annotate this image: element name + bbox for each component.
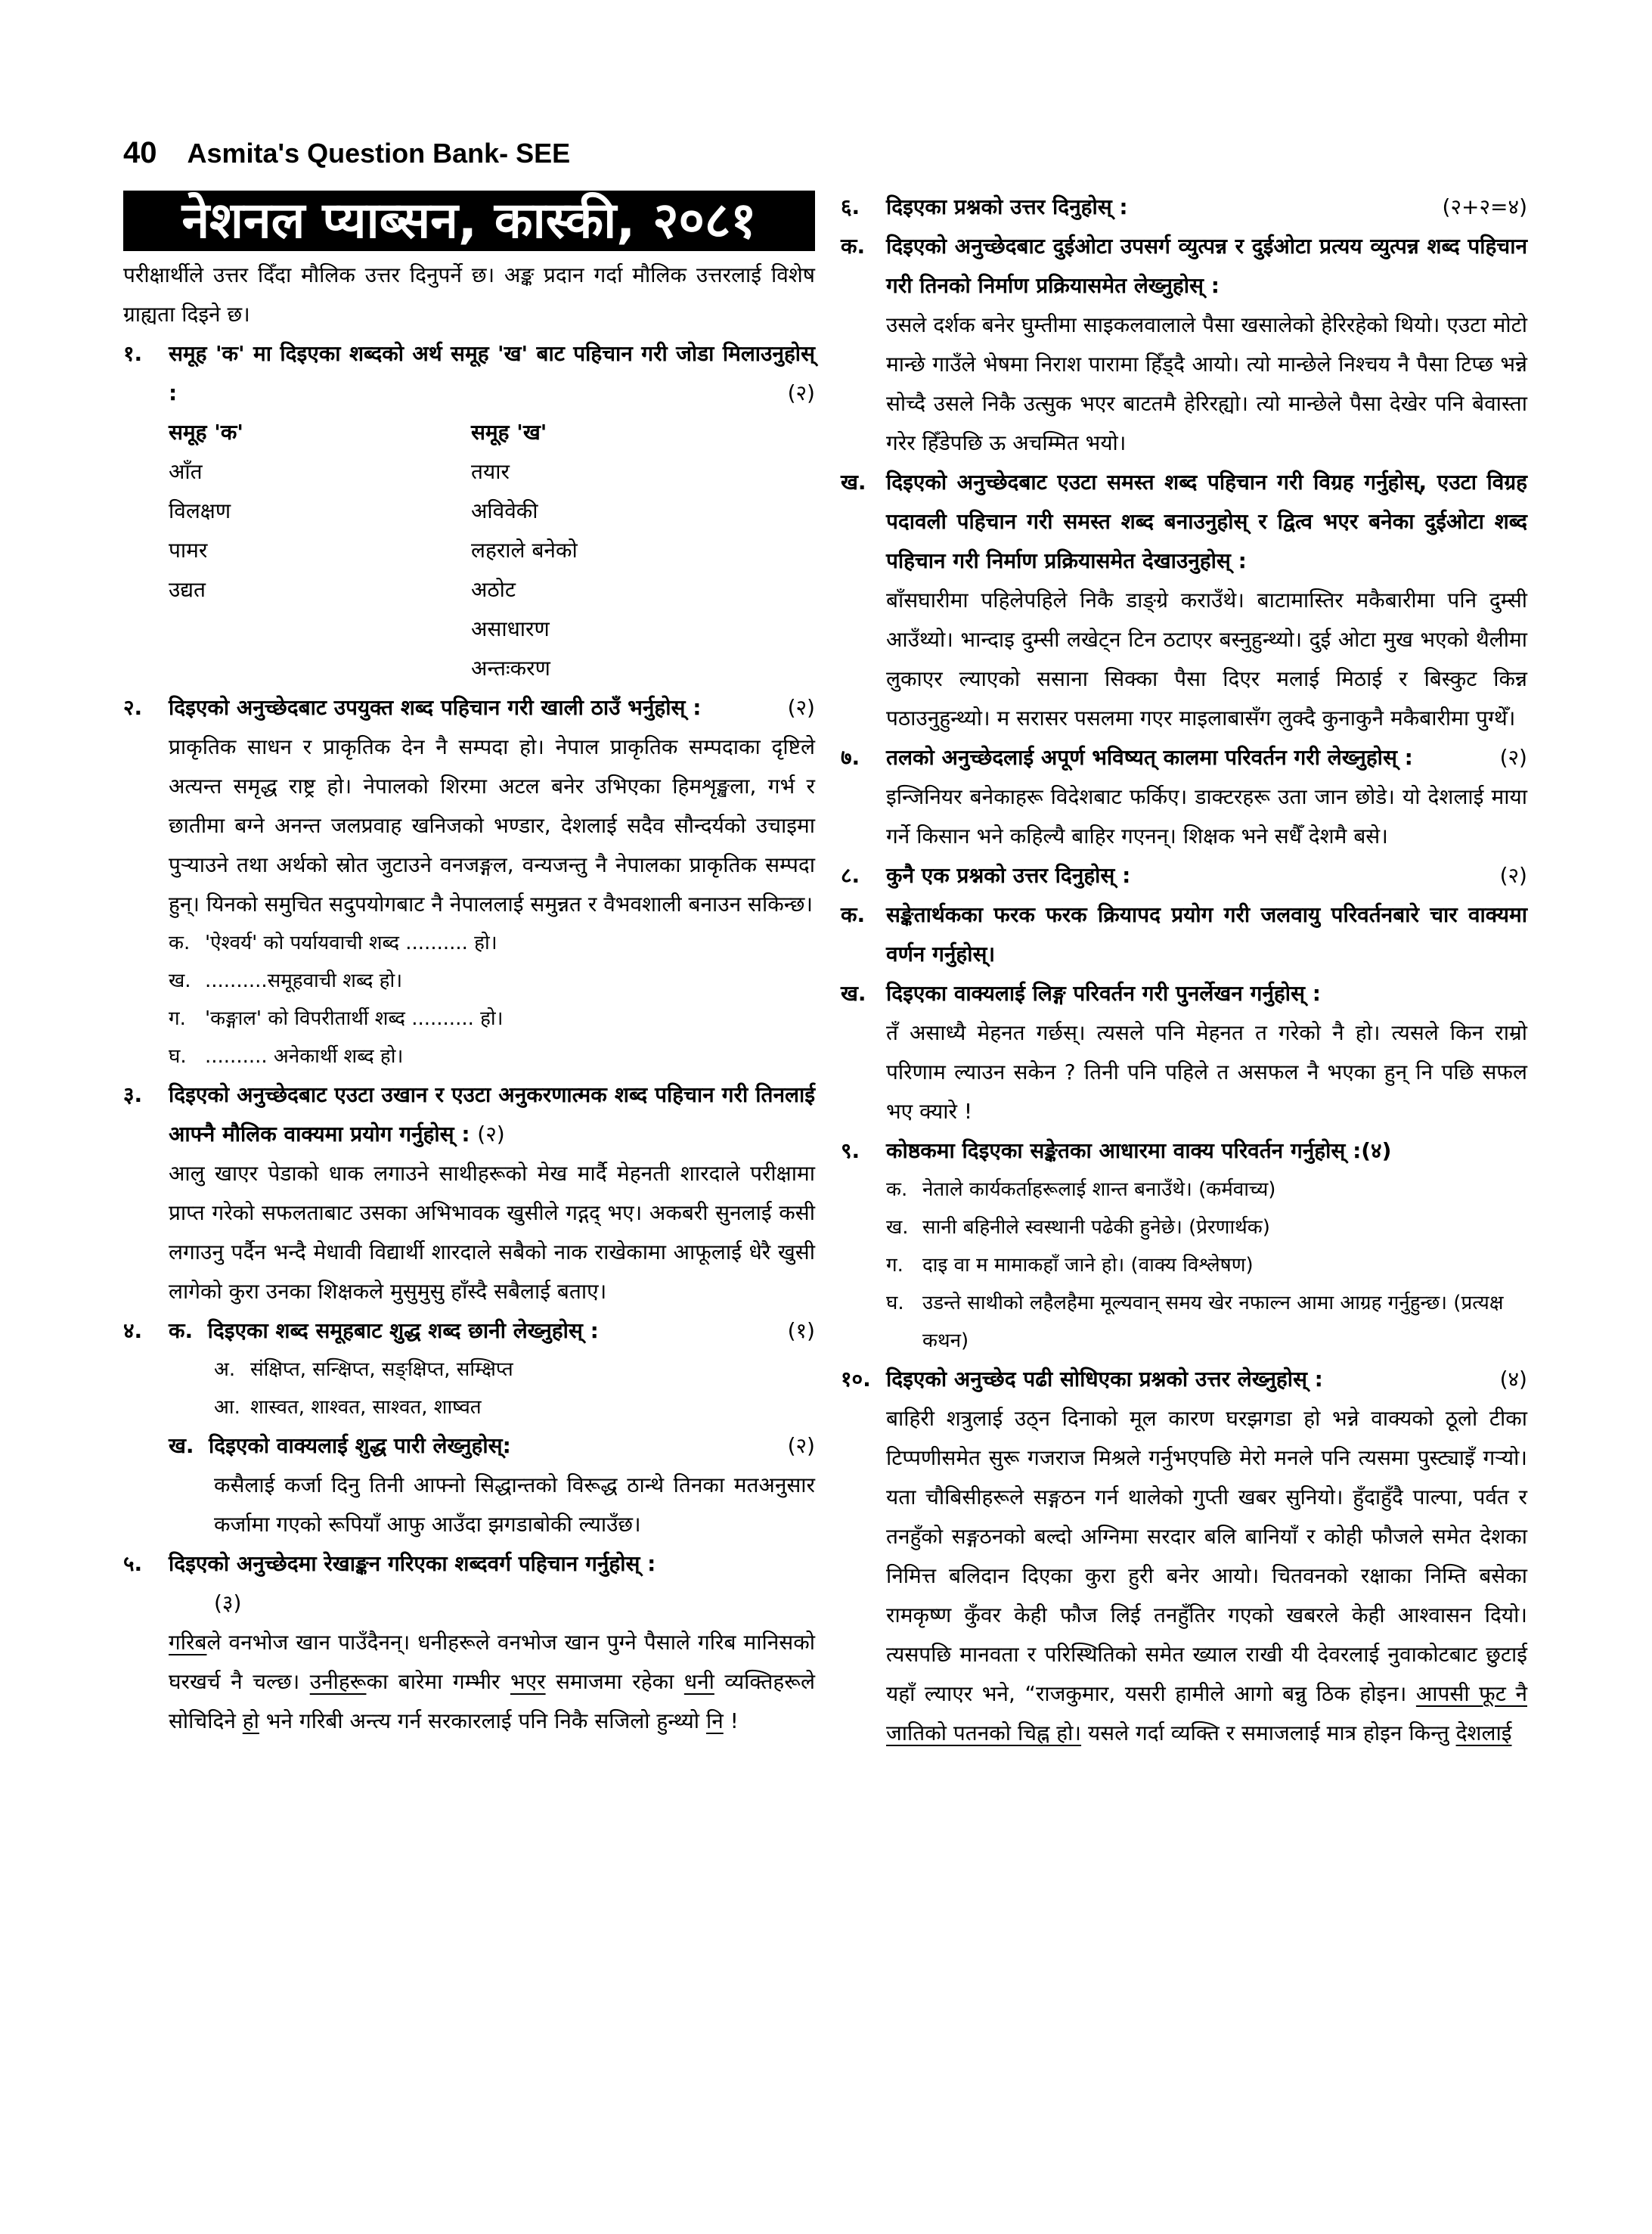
sub-item-text: नेताले कार्यकर्ताहरूलाई शान्त बनाउँथे। (कर्मवाच्य) bbox=[922, 1178, 1276, 1201]
question-text: कोष्ठकमा दिइएका सङ्केतका आधारमा वाक्य परिवर्तन गर्नुहोस् :(४) bbox=[886, 1138, 1392, 1163]
sub-item-label: ग. bbox=[169, 1007, 186, 1030]
question-9 bbox=[841, 1131, 1527, 1171]
group-b-item: अठोट bbox=[471, 577, 516, 602]
group-a-item bbox=[169, 610, 471, 649]
passage: प्राकृतिक साधन र प्राकृतिक देन नै सम्पदा हो। नेपाल प्राकृतिक सम्पदाका दृष्टिले अत्यन्त समृद्ध राष्ट्र हो। नेपालको शिरमा अटल बनेर उभिएका हिमशृङ्खला, गर्भ र छातीमा बग्ने अनन्त जलप्रवाह खनिजको भण्डार, देशलाई सदैव सौन्दर्यको उचाइमा पुऱ्याउने तथा अर्थको स्रोत जुटाउने वनजङ्गल, वन्यजन्तु नै नेपालका प्राकृतिक सम्पदा हुन्। यिनको समुचित सदुपयोगबाट नै नेपाललाई समुन्नत र वैभवशाली बनाउन सकिन्छ। bbox=[169, 734, 815, 917]
sub-item bbox=[886, 1171, 1527, 1209]
passage-text: का बारेमा गम्भीर bbox=[366, 1669, 510, 1694]
group-b-item: तयार bbox=[471, 459, 510, 484]
sub-item-label: क. bbox=[169, 932, 191, 954]
passage-text: यसले गर्दा व्यक्ति र समाजलाई मात्र होइन किन्तु bbox=[1081, 1720, 1456, 1745]
question-marks: (४) bbox=[1499, 1367, 1527, 1392]
sub-label: ख. bbox=[841, 470, 866, 495]
question-text: दिइएको अनुच्छेदबाट दुईओटा उपसर्ग व्युत्पन्न र दुईओटा प्रत्यय व्युत्पन्न शब्द पहिचान गरी तिनको निर्माण प्रक्रियासमेत लेख्नुहोस् : bbox=[886, 234, 1527, 298]
question-text: दिइएका वाक्यलाई लिङ्ग परिवर्तन गरी पुनर्लेखन गर्नुहोस् : bbox=[886, 981, 1321, 1006]
question-7 bbox=[841, 738, 1527, 777]
sub-item-text: सानी बहिनीले स्वस्थानी पढेकी हुनेछे। (प्रेरणार्थक) bbox=[922, 1216, 1270, 1239]
question-number: २. bbox=[123, 695, 143, 720]
question-text: तलको अनुच्छेदलाई अपूर्ण भविष्यत् कालमा परिवर्तन गरी लेख्नुहोस् : bbox=[886, 745, 1413, 770]
underlined-word: गरिब bbox=[169, 1630, 207, 1655]
sub-item-label: ख. bbox=[886, 1216, 909, 1239]
sub-item-text: 'कङ्गाल' को विपरीतार्थी शब्द .......... हो। bbox=[205, 1007, 504, 1030]
matching-table bbox=[123, 413, 815, 688]
question-marks: (२) bbox=[1499, 745, 1527, 770]
passage-text: भने गरिबी अन्त्य गर्न सरकारलाई पनि निकै सजिलो हुन्थ्यो bbox=[259, 1708, 706, 1733]
sub-item bbox=[886, 1284, 1527, 1360]
passage bbox=[841, 1399, 1527, 1753]
underlined-word: भएर bbox=[510, 1669, 546, 1694]
passage: कसैलाई कर्जा दिनु तिनी आफ्नो सिद्धान्तको विरूद्ध ठान्थे तिनका मतअनुसार कर्जामा गएको रूपियाँ आफु आउँदा झगडाबोकी ल्याउँछ। bbox=[214, 1472, 815, 1537]
question-text: दिइएको अनुच्छेद पढी सोधिएका प्रश्नको उत्तर लेख्नुहोस् : bbox=[886, 1367, 1323, 1392]
sub-item-text: संक्षिप्त, सन्क्षिप्त, सङ्क्षिप्त, सम्क्षिप्त bbox=[250, 1358, 513, 1381]
question-text: दिइएका प्रश्नको उत्तर दिनुहोस् : bbox=[886, 194, 1128, 219]
question-number: ७. bbox=[841, 745, 860, 770]
question-text: दिइएको अनुच्छेदबाट एउटा उखान र एउटा अनुकरणात्मक शब्द पहिचान गरी तिनलाई आफ्नै मौलिक वाक्यमा प्रयोग गर्नुहोस् : bbox=[169, 1082, 815, 1146]
group-a-item: उद्यत bbox=[169, 577, 206, 602]
sub-item-label: घ. bbox=[169, 1045, 187, 1068]
underlined-word: देशलाई bbox=[1455, 1720, 1512, 1745]
question-6 bbox=[841, 188, 1527, 227]
question-5 bbox=[123, 1544, 815, 1623]
question-10 bbox=[841, 1360, 1527, 1399]
question-number: ९. bbox=[841, 1138, 860, 1163]
group-b-item: अविवेकी bbox=[471, 498, 538, 523]
underlined-word: नि bbox=[705, 1708, 724, 1733]
question-3 bbox=[123, 1075, 815, 1154]
group-a-item: आँत bbox=[169, 459, 203, 484]
sub-item-label: क. bbox=[886, 1178, 908, 1201]
sub-item bbox=[214, 1351, 815, 1388]
group-a-item: पामर bbox=[169, 538, 208, 563]
passage: उसले दर्शक बनेर घुम्तीमा साइकलवालाले पैसा खसालेको हेरिरहेको थियो। एउटा मोटो मान्छे गाउँले भेषमा निराश पारामा हिँड्दै आयो। त्यो मान्छेले निश्चय नै पैसा टिप्छ भन्ने सोच्दै उसले निकै उत्सुक भएर बाटतमै हेरिरह्यो। त्यो मान्छेले पैसा देखेर पनि बेवास्ता गरेर हिँडेपछि ऊ अचम्मित भयो। bbox=[886, 312, 1527, 455]
sub-item bbox=[169, 962, 815, 1000]
group-b-header: समूह 'ख' bbox=[471, 420, 547, 445]
passage: बाँसघारीमा पहिलेपहिले निकै डाङ्ग्रे कराउँथे। बाटामास्तिर मकैबारीमा पनि दुम्सी आउँथ्यो। भान्दाइ दुम्सी लखेट्न टिन ठटाएर बस्नुहुन्थ्यो। दुई ओटा मुख भएको थैलीमा लुकाएर ल्याएको ससाना सिक्का पैसा दिएर मलाई मिठाई र बिस्कुट किन्न पठाउनुहुन्थ्यो। म सरासर पसलमा गएर माइलाबासँग लुक्दै कुनाकुनै मकैबारीमा पुग्थेँ। bbox=[886, 588, 1527, 731]
question-text: दिइएको अनुच्छेदबाट एउटा समस्त शब्द पहिचान गरी विग्रह गर्नुहोस्, एउटा विग्रह पदावली पहिचान गरी समस्त शब्द बनाउनुहोस् र द्वित्व भएर बनेका दुईओटा शब्द पहिचान गरी निर्माण प्रक्रियासमेत देखाउनुहोस् : bbox=[886, 470, 1528, 573]
passage: इन्जिनियर बनेकाहरू विदेशबाट फर्किए। डाक्टरहरू उता जान छोडे। यो देशलाई माया गर्ने किसान भने कहिल्यै बाहिर गएनन्। शिक्षक भने सधैँ देशमै बसे। bbox=[886, 784, 1527, 849]
question-8b bbox=[841, 974, 1527, 1013]
question-text: दिइएका शब्द समूहबाट शुद्ध शब्द छानी लेख्नुहोस् : bbox=[207, 1318, 599, 1343]
page-header bbox=[123, 136, 570, 170]
question-marks: (२) bbox=[787, 380, 815, 405]
group-b-item: असाधारण bbox=[471, 616, 550, 641]
question-marks: (१) bbox=[787, 1318, 815, 1343]
question-marks: (३) bbox=[214, 1590, 242, 1615]
question-4a bbox=[123, 1311, 815, 1351]
sub-items bbox=[123, 924, 815, 1075]
question-number: ३. bbox=[123, 1082, 143, 1107]
sub-item bbox=[214, 1388, 815, 1426]
sub-item-text: ..........समूहवाची शब्द हो। bbox=[205, 970, 403, 992]
question-number: ८. bbox=[841, 863, 860, 888]
question-marks: (२) bbox=[477, 1122, 505, 1146]
group-a-header: समूह 'क' bbox=[169, 420, 243, 445]
sub-items bbox=[123, 1351, 815, 1426]
question-1 bbox=[123, 334, 815, 413]
underlined-word: हो bbox=[242, 1708, 259, 1733]
sub-item-label: आ. bbox=[214, 1396, 240, 1419]
passage-text: ले वनभोज खान पाउँदैनन्। धनीहरूले वनभोज खान पुग्ने पैसाले गरिब मानिसको घरखर्च नै चल्छ। bbox=[169, 1630, 815, 1694]
question-text: समूह 'क' मा दिइएका शब्दको अर्थ समूह 'ख' बाट पहिचान गरी जोडा मिलाउनुहोस् : bbox=[169, 341, 815, 405]
passage: आलु खाएर पेडाको धाक लगाउने साथीहरूको मेख मार्दै मेहनती शारदाले परीक्षामा प्राप्त गरेको सफलताबाट उसका अभिभावक खुसीले गद्गद् भए। अकबरी सुनलाई कसी लगाउनु पर्दैन भन्दै मेधावी विद्यार्थी शारदाले सबैको नाक राखेकामा आफूलाई धेरै खुसी लागेको कुरा उनका शिक्षकले मुसुमुसु हाँस्दै सबैलाई बताए। bbox=[169, 1161, 815, 1304]
group-b-item: लहराले बनेको bbox=[471, 538, 578, 563]
question-6b bbox=[841, 463, 1527, 581]
question-4b bbox=[123, 1426, 815, 1466]
question-number: ६. bbox=[841, 194, 860, 219]
group-b-item: अन्तःकरण bbox=[471, 656, 550, 681]
sub-item-text: शास्वत, शाश्वत, साश्वत, शाष्वत bbox=[250, 1396, 482, 1419]
sub-item bbox=[169, 924, 815, 962]
question-8a bbox=[841, 895, 1527, 974]
passage bbox=[123, 1623, 815, 1741]
sub-label: क. bbox=[169, 1318, 194, 1343]
question-text: दिइएको अनुच्छेदमा रेखाङ्कन गरिएका शब्दवर्ग पहिचान गर्नुहोस् : bbox=[169, 1551, 656, 1576]
sub-item-text: 'ऐश्वर्य' को पर्यायवाची शब्द .......... हो। bbox=[205, 932, 497, 954]
passage-text: समाजमा रहेका bbox=[545, 1669, 684, 1694]
sub-item-text: उडन्ते साथीको लहैलहैमा मूल्यवान् समय खेर नफाल्न आमा आग्रह गर्नुहुन्छ। (प्रत्यक्ष कथन) bbox=[922, 1292, 1504, 1352]
passage-text: बाहिरी शत्रुलाई उठ्न दिनाको मूल कारण घरझगडा हो भन्ने वाक्यको ठूलो टीका टिप्पणीसमेत सुरू गजराज मिश्रले गर्नुभएपछि मेरो मनले पनि त्यसमा पुस्ट्याइँ गऱ्यो। यता चौबिसीहरूले सङ्गठन गर्न थालेको गुप्ती खबर सुनियो। हुँदाहुँदै पाल्पा, पर्वत र तनहुँको सङ्गठनको बल्दो अग्निमा सरदार बलि बानियाँ र कोही फौजले समेत देशका निमित्त बलिदान दिएका कुरा हुरी बनेर आयो। चितवनको रक्षाका निम्ति बसेका रामकृष्ण कुँवर केही फौज लिई तनहुँतिर गएको खबरले केही आश्वासन दियो। त्यसपछि मानवता र परिस्थितिको समेत ख्याल राखी यी देवरलाई नुवाकोटबाट छुटाई यहाँ ल्याएर भने, “राजकुमार, यसरी हामीले आगो बन्नु ठिक होइन। bbox=[886, 1406, 1527, 1706]
sub-item bbox=[169, 1000, 815, 1038]
question-6a bbox=[841, 227, 1527, 306]
question-number: १०. bbox=[841, 1367, 871, 1392]
group-a-item bbox=[169, 649, 471, 688]
question-2 bbox=[123, 688, 815, 728]
book-title: Asmita's Question Bank- SEE bbox=[187, 138, 571, 169]
sub-label: क. bbox=[841, 234, 866, 259]
passage: तँ असाध्यै मेहनत गर्छस्। त्यसले पनि मेहनत त गरेको नै हो। त्यसले किन राम्रो परिणाम ल्याउन सकेन ? तिनी पनि पहिले त असफल नै भएका हुन् नि पछि सफल भए क्यारे ! bbox=[886, 1020, 1527, 1124]
question-number: ४. bbox=[123, 1318, 143, 1343]
sub-item-label: ख. bbox=[169, 970, 191, 992]
question-8 bbox=[841, 856, 1527, 895]
passage-text: व्यक्तिहरूले सोचिदिने bbox=[169, 1669, 815, 1733]
underlined-word: धनी bbox=[683, 1669, 714, 1694]
question-marks: (२) bbox=[787, 695, 815, 720]
passage-text: ! bbox=[723, 1708, 739, 1733]
sub-item bbox=[886, 1209, 1527, 1246]
page-number: 40 bbox=[123, 136, 157, 169]
underlined-word: आपसी फूट नै जातिको पतनको चिह्न हो। bbox=[886, 1681, 1527, 1745]
sub-item-label: अ. bbox=[214, 1358, 236, 1381]
sub-label: ख. bbox=[169, 1433, 194, 1458]
question-number: १. bbox=[123, 341, 143, 366]
right-column bbox=[841, 188, 1527, 1753]
sub-item-text: .......... अनेकार्थी शब्द हो। bbox=[205, 1045, 404, 1068]
sub-items bbox=[841, 1171, 1527, 1360]
question-marks: (२) bbox=[787, 1433, 815, 1458]
question-marks: (२) bbox=[1499, 863, 1527, 888]
sub-item-text: दाइ वा म मामाकहाँ जाने हो। (वाक्य विश्लेषण) bbox=[922, 1254, 1254, 1277]
question-text: दिइएको वाक्यलाई शुद्ध पारी लेख्नुहोस्: bbox=[209, 1433, 511, 1458]
question-marks: (२+२=४) bbox=[1442, 194, 1527, 219]
question-text: दिइएको अनुच्छेदबाट उपयुक्त शब्द पहिचान गरी खाली ठाउँ भर्नुहोस् : bbox=[169, 695, 702, 720]
question-text: कुनै एक प्रश्नको उत्तर दिनुहोस् : bbox=[886, 863, 1131, 888]
sub-item-label: घ. bbox=[886, 1292, 904, 1314]
exam-title: नेशनल प्याब्सन, कास्की, २०८१ bbox=[123, 191, 815, 251]
question-text: सङ्केतार्थकका फरक फरक क्रियापद प्रयोग गरी जलवायु परिवर्तनबारे चार वाक्यमा वर्णन गर्नुहोस्। bbox=[886, 902, 1527, 967]
group-a-item: विलक्षण bbox=[169, 498, 231, 523]
left-column bbox=[123, 191, 815, 1741]
sub-item-label: ग. bbox=[886, 1254, 903, 1277]
sub-item bbox=[886, 1246, 1527, 1284]
question-number: ५. bbox=[123, 1551, 143, 1576]
sub-label: ख. bbox=[841, 981, 866, 1006]
sub-item bbox=[169, 1038, 815, 1075]
sub-label: क. bbox=[841, 902, 866, 927]
exam-instructions: परीक्षार्थीले उत्तर दिँदा मौलिक उत्तर दिनुपर्ने छ। अङ्क प्रदान गर्दा मौलिक उत्तरलाई विशेष ग्राह्यता दिइने छ। bbox=[123, 262, 815, 327]
underlined-word: उनीहरू bbox=[309, 1669, 367, 1694]
